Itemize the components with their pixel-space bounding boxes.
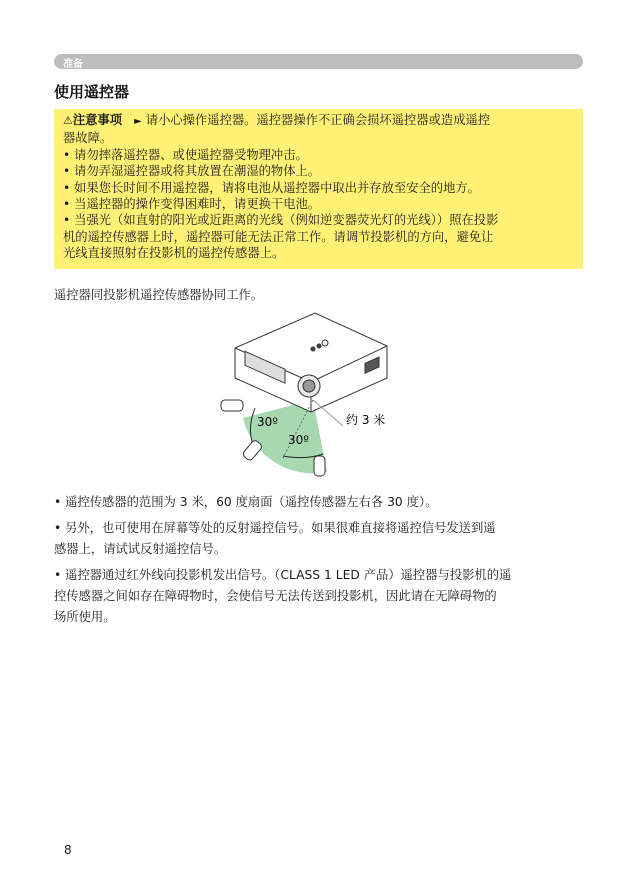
angle-label-right: 30º	[288, 433, 309, 447]
remote-control-icon	[314, 456, 325, 476]
caution-first-line: 请小心操作遥控器。遥控器操作不正确会损坏遥控器或造成遥控	[145, 113, 491, 127]
caution-line: • 请勿弄湿遥控器或将其放置在潮湿的物体上。	[63, 164, 321, 179]
page-number: 8	[64, 843, 72, 857]
caution-line: • 请勿摔落遥控器、或使遥控器受物理冲击。	[63, 147, 308, 162]
intro-text: 遥控器同投影机遥控传感器协同工作。	[54, 288, 264, 302]
note-item	[54, 492, 586, 513]
caution-box	[54, 109, 583, 269]
note-line: 感器上，请试试反射遥控信号。	[54, 542, 227, 556]
caution-line: • 当遥控器的操作变得困难时，请更换干电池。	[63, 197, 321, 212]
caution-line: 光线直接照射在投影机的遥控传感器上。	[63, 246, 285, 261]
notes-list	[54, 492, 586, 633]
caution-header-line	[63, 112, 574, 130]
note-line: • 遥控器通过红外线向投影机发出信号。（CLASS 1 LED 产品）遥控器与投影机的遥	[54, 568, 512, 582]
note-line: • 另外，也可使用在屏幕等处的反射遥控信号。如果很难直接将遥控信号发送到遥	[54, 521, 496, 535]
remote-range-illustration	[215, 308, 415, 488]
page-title: 使用遥控器	[54, 83, 130, 101]
caution-line: • 如果您长时间不用遥控器，请将电池从遥控器中取出并存放至安全的地方。	[63, 180, 480, 195]
section-label: 准备	[63, 59, 83, 70]
note-item	[54, 518, 586, 560]
arrow-icon: ►	[134, 116, 142, 127]
caution-title: 注意事项	[72, 113, 123, 127]
caution-line: • 当强光（如直射的阳光或近距离的光线（例如逆变器荧光灯的光线））照在投影	[63, 213, 499, 228]
angle-label-left: 30º	[257, 415, 278, 429]
caution-line: 器故障。	[63, 131, 113, 146]
note-item	[54, 565, 586, 628]
remote-control-icon	[221, 400, 243, 411]
note-line: 控传感器之间如存在障碍物时，会使信号无法传送到投影机，因此请在无障碍物的	[54, 589, 497, 603]
section-header-bar	[54, 54, 583, 69]
projector-icon	[235, 313, 387, 412]
note-line: 场所使用。	[54, 610, 116, 624]
caution-line: 机的遥控传感器上时，遥控器可能无法正常工作。请调节投影机的方向，避免让	[63, 229, 494, 244]
distance-label: 约 3 米	[346, 413, 386, 427]
note-line: • 遥控传感器的范围为 3 米，60 度扇面（遥控传感器左右各 30 度）。	[54, 495, 438, 509]
warning-icon: ⚠	[63, 114, 73, 127]
